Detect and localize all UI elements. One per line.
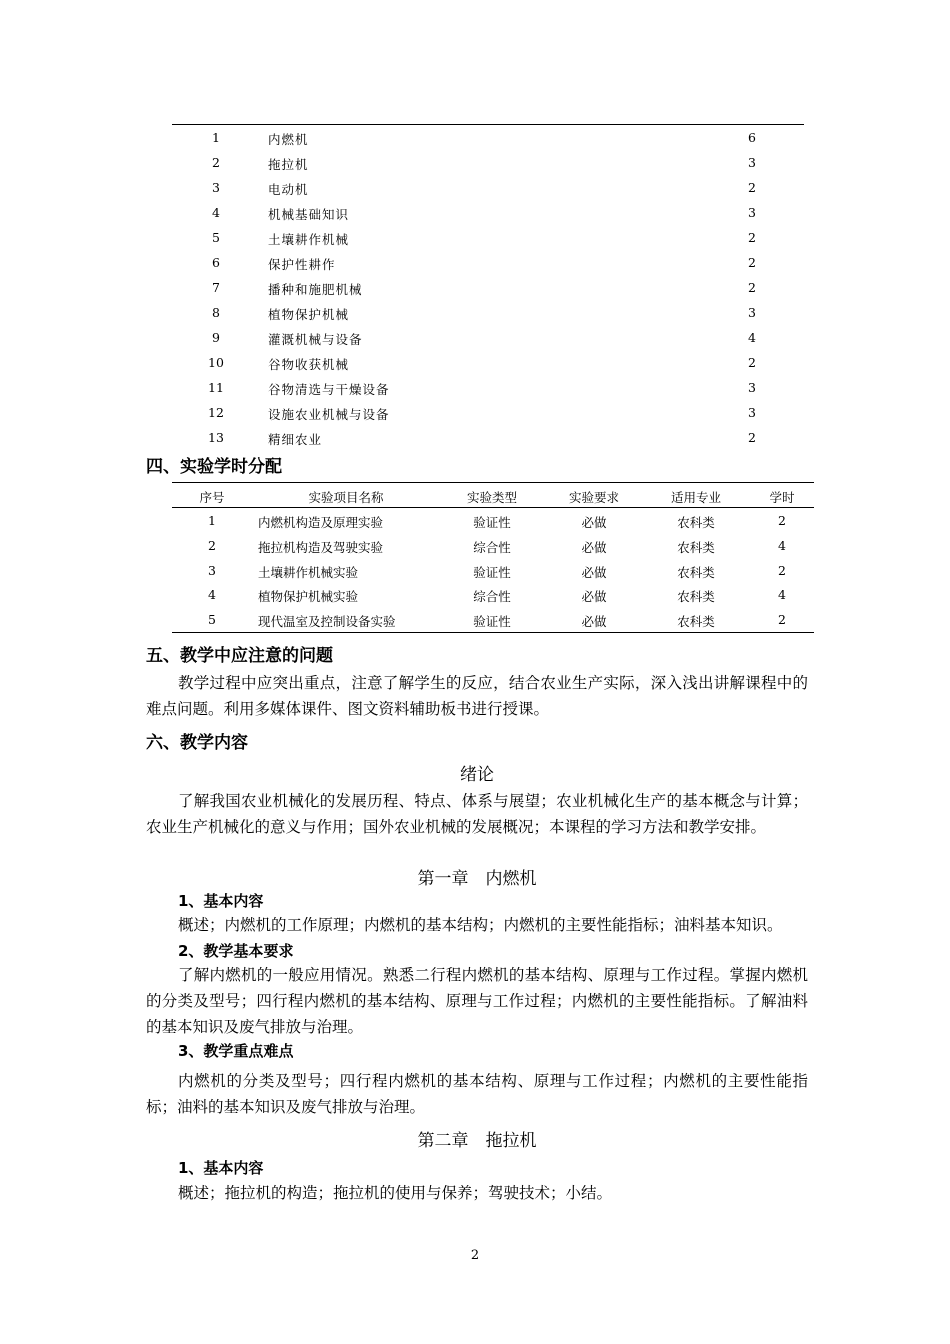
exp-row-type: 验证性 — [473, 564, 511, 580]
exp-row-requirement: 必做 — [581, 614, 607, 630]
exp-row-name: 拖拉机构造及驾驶实验 — [258, 539, 384, 555]
exp-row-name: 现代温室及控制设备实验 — [258, 614, 396, 630]
ch1-basic-content-text: 概述；内燃机的工作原理；内燃机的基本结构；内燃机的主要性能指标；油料基本知识。 — [178, 916, 783, 934]
hours-row-name: 电动机 — [268, 182, 309, 197]
hours-row-hours: 2 — [748, 180, 756, 195]
section5-text: 教学过程中应突出重点，注意了解学生的反应，结合农业生产实际，深入浅出讲解课程中的难点问题。利用多媒体课件、图文资料辅助板书进行授课。 — [146, 674, 808, 718]
exp-row-major: 农科类 — [677, 614, 715, 630]
exp-row-requirement: 必做 — [581, 539, 607, 555]
header-no: 序号 — [199, 490, 225, 505]
hours-row-name: 播种和施肥机械 — [268, 282, 363, 297]
page-number: 2 — [470, 1248, 480, 1263]
experiment-table-body — [172, 508, 814, 632]
exp-row-major: 农科类 — [677, 539, 715, 555]
hours-row-hours: 3 — [748, 205, 756, 220]
hours-table-row — [172, 325, 804, 350]
exp-row-type: 验证性 — [473, 515, 511, 530]
ch1-requirements-heading: 2、教学基本要求 — [178, 942, 294, 960]
hours-row-name: 谷物收获机械 — [268, 357, 350, 372]
hours-row-number: 9 — [212, 330, 220, 345]
hours-table-row — [172, 300, 804, 325]
hours-row-name: 精细农业 — [268, 432, 323, 447]
exp-row-type: 综合性 — [473, 589, 511, 605]
intro-text: 了解我国农业机械化的发展历程、特点、体系与展望；农业机械化生产的基本概念与计算；农业生产机械化的意义与作用；国外农业机械的发展概况；本课程的学习方法和教学安排。 — [146, 792, 808, 836]
exp-row-hours: 2 — [778, 562, 786, 578]
hours-table-row — [172, 250, 804, 275]
hours-row-number: 5 — [212, 230, 220, 245]
experiment-table-row — [172, 582, 814, 607]
header-type: 实验类型 — [466, 490, 517, 505]
hours-table-row — [172, 375, 804, 400]
header-hours: 学时 — [769, 490, 795, 505]
experiment-table-header — [172, 483, 814, 508]
hours-row-hours: 4 — [748, 330, 756, 345]
hours-row-name: 设施农业机械与设备 — [268, 407, 390, 422]
hours-row-name: 灌溉机械与设备 — [268, 332, 363, 347]
hours-table-row — [172, 225, 804, 250]
exp-row-number: 2 — [208, 537, 216, 553]
section6-title: 六、教学内容 — [146, 733, 248, 753]
exp-row-type: 综合性 — [473, 539, 511, 555]
hours-row-name: 机械基础知识 — [268, 207, 350, 222]
hours-row-hours: 3 — [748, 155, 756, 170]
exp-row-type: 验证性 — [473, 614, 511, 630]
exp-row-name: 土壤耕作机械实验 — [258, 564, 359, 580]
hours-row-hours: 2 — [748, 280, 756, 295]
hours-row-number: 2 — [212, 155, 220, 170]
hours-row-number: 7 — [212, 280, 220, 295]
hours-table-row — [172, 400, 804, 425]
hours-table-row — [172, 175, 804, 200]
exp-row-name: 内燃机构造及原理实验 — [258, 515, 384, 530]
hours-row-number: 11 — [208, 380, 224, 395]
exp-row-hours: 2 — [778, 513, 786, 528]
ch2-basic-content-heading: 1、基本内容 — [178, 1159, 264, 1177]
intro-title: 绪论 — [460, 765, 494, 785]
hours-table-row — [172, 425, 804, 450]
section4-title: 四、实验学时分配 — [146, 457, 282, 477]
hours-table-row — [172, 275, 804, 300]
exp-row-requirement: 必做 — [581, 564, 607, 580]
hours-row-hours: 2 — [748, 255, 756, 270]
ch2-basic-content-text: 概述；拖拉机的构造；拖拉机的使用与保养；驾驶技术；小结。 — [178, 1184, 613, 1202]
exp-row-hours: 4 — [778, 587, 786, 603]
exp-row-requirement: 必做 — [581, 515, 607, 530]
ch1-key-points-heading: 3、教学重点难点 — [178, 1042, 294, 1060]
experiment-table-row — [172, 607, 814, 632]
chapter1-title: 第一章 内燃机 — [417, 869, 537, 889]
hours-row-hours: 2 — [748, 355, 756, 370]
exp-row-hours: 4 — [778, 537, 786, 553]
hours-row-hours: 2 — [748, 230, 756, 245]
exp-row-name: 植物保护机械实验 — [258, 589, 359, 605]
hours-table-row — [172, 150, 804, 175]
hours-row-name: 谷物清选与干燥设备 — [268, 382, 390, 397]
hours-row-number: 4 — [212, 205, 220, 220]
header-major: 适用专业 — [670, 490, 721, 505]
hours-table-row — [172, 200, 804, 225]
hours-row-number: 6 — [212, 255, 220, 270]
hours-row-hours: 3 — [748, 305, 756, 320]
exp-row-major: 农科类 — [677, 564, 715, 580]
hours-row-name: 土壤耕作机械 — [268, 232, 350, 247]
section5-title: 五、教学中应注意的问题 — [146, 646, 333, 666]
hours-table-row — [172, 350, 804, 375]
hours-row-hours: 3 — [748, 405, 756, 420]
hours-row-name: 保护性耕作 — [268, 257, 336, 272]
header-requirement: 实验要求 — [568, 490, 619, 505]
ch1-requirements-text: 了解内燃机的一般应用情况。熟悉二行程内燃机的基本结构、原理与工作过程。掌握内燃机的分类及型号；四行程内燃机的基本结构、原理与工作过程；内燃机的主要性能指标。了解油料的基本知识及废气排放与治理。 — [146, 966, 808, 1036]
hours-row-hours: 3 — [748, 380, 756, 395]
experiment-table-row — [172, 533, 814, 558]
hours-table — [172, 124, 804, 450]
hours-row-name: 拖拉机 — [268, 157, 309, 172]
exp-row-number: 5 — [208, 612, 216, 628]
exp-row-major: 农科类 — [677, 515, 715, 530]
hours-table-row — [172, 125, 804, 150]
ch1-basic-content-heading: 1、基本内容 — [178, 892, 264, 910]
experiment-table — [172, 482, 814, 633]
hours-row-name: 植物保护机械 — [268, 307, 350, 322]
exp-row-number: 1 — [208, 513, 216, 528]
exp-row-major: 农科类 — [677, 589, 715, 605]
experiment-table-row — [172, 558, 814, 583]
ch1-key-points-text: 内燃机的分类及型号；四行程内燃机的基本结构、原理与工作过程；内燃机的主要性能指标；油料的基本知识及废气排放与治理。 — [146, 1072, 808, 1116]
experiment-table-row — [172, 508, 814, 533]
hours-row-number: 8 — [212, 305, 220, 320]
hours-row-number: 3 — [212, 180, 220, 195]
hours-row-number: 1 — [212, 130, 220, 145]
header-name: 实验项目名称 — [308, 490, 384, 505]
hours-row-hours: 2 — [748, 430, 756, 445]
exp-row-hours: 2 — [778, 612, 786, 628]
exp-row-requirement: 必做 — [581, 589, 607, 605]
exp-row-number: 3 — [208, 562, 216, 578]
chapter2-title: 第二章 拖拉机 — [417, 1131, 537, 1151]
hours-row-name: 内燃机 — [268, 132, 309, 147]
hours-row-number: 12 — [208, 405, 224, 420]
hours-row-number: 10 — [208, 355, 224, 370]
exp-row-number: 4 — [208, 587, 216, 603]
hours-row-hours: 6 — [748, 130, 756, 145]
hours-row-number: 13 — [208, 430, 224, 445]
